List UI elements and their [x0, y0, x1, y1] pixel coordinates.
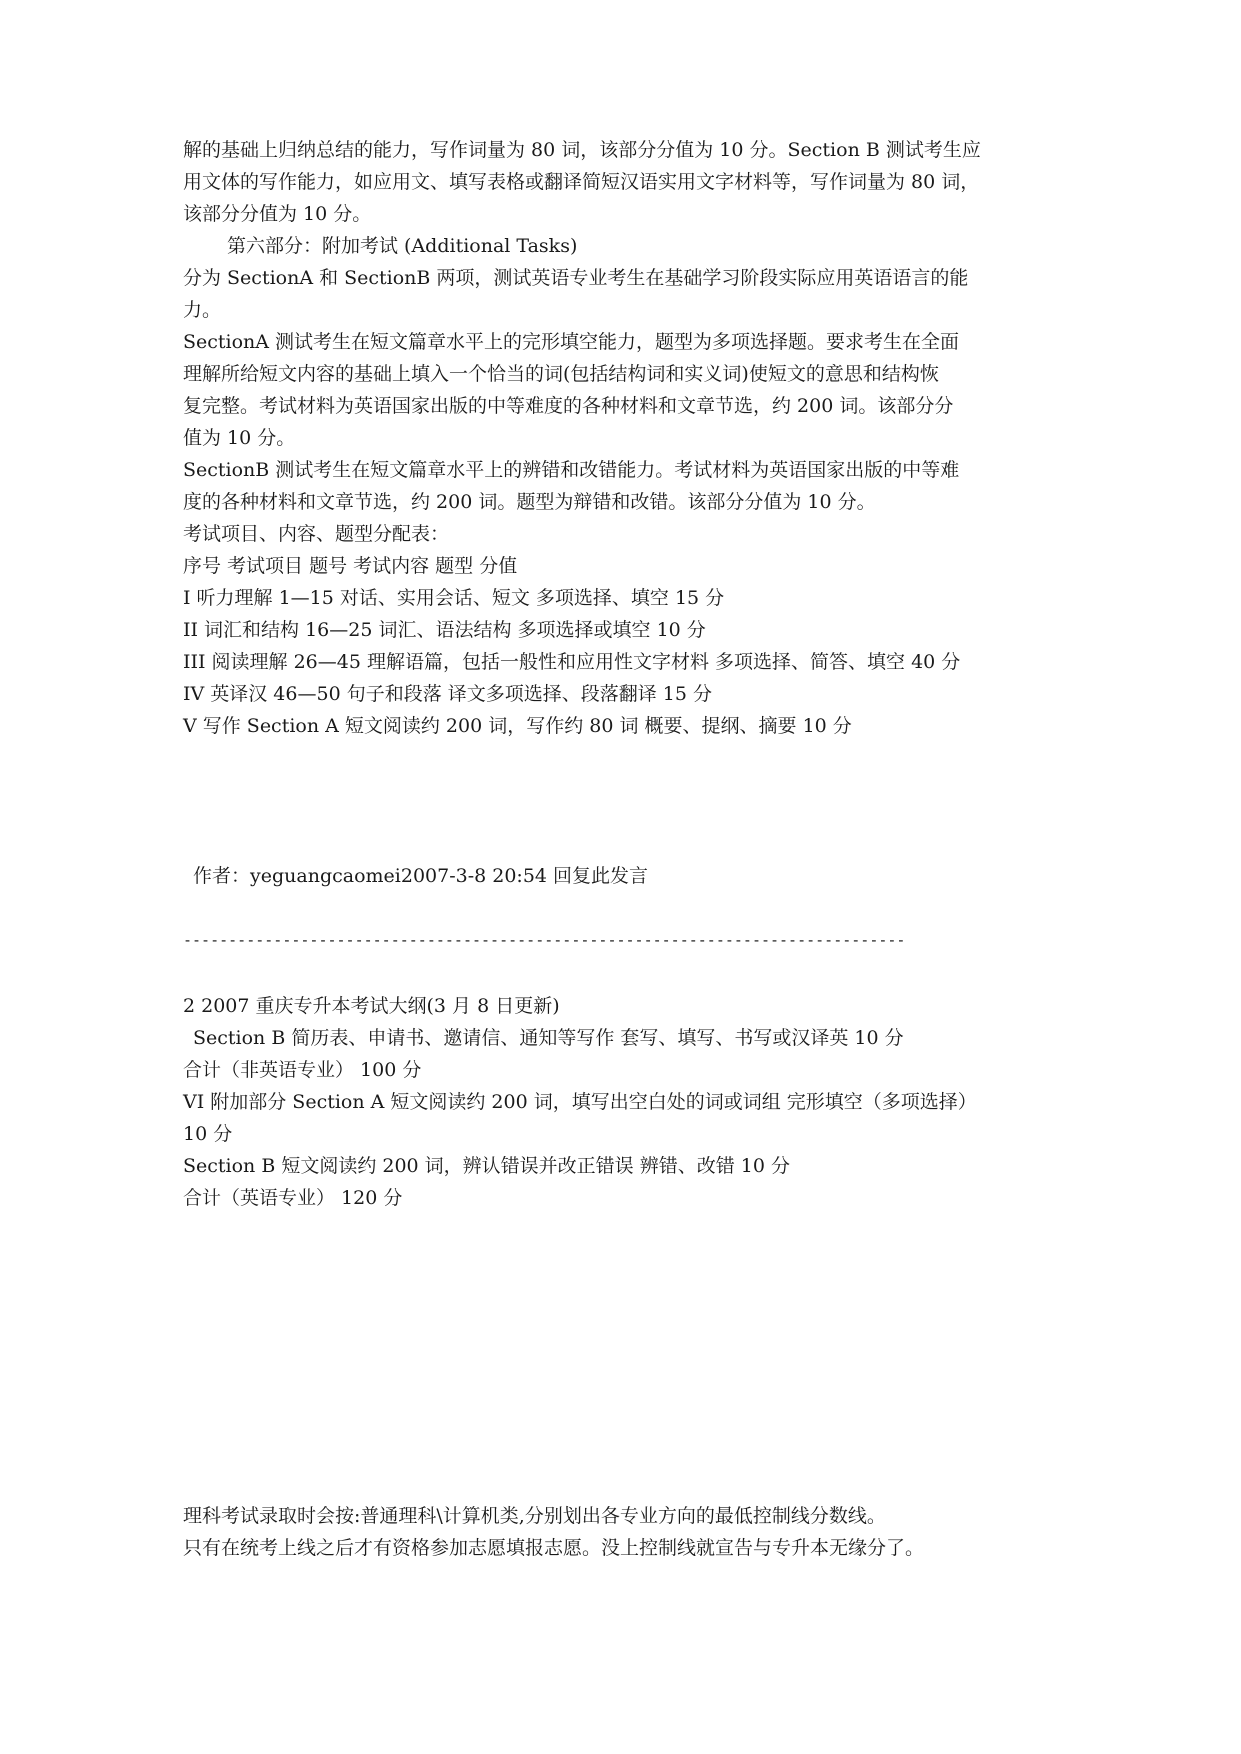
author-line: 作者：yeguangcaomei2007-3-8 20:54 回复此发言	[193, 865, 649, 887]
text-line: 只有在统考上线之后才有资格参加志愿填报志愿。没上控制线就宣告与专升本无缘分了。	[183, 1537, 925, 1559]
table-row: VI 附加部分 Section A 短文阅读约 200 词，填写出空白处的词或词组 完形填空（多项选择）	[183, 1091, 977, 1113]
text-line: 分为 SectionA 和 SectionB 两项，测试英语专业考生在基础学习阶段实际应用英语语言的能	[183, 267, 969, 289]
part-six-heading: 第六部分：附加考试 (Additional Tasks)	[227, 235, 578, 257]
text-line: SectionB 测试考生在短文篇章水平上的辨错和改错能力。考试材料为英语国家出版的中等难	[183, 459, 960, 481]
text-line: 力。	[183, 299, 222, 321]
table-row: 10 分	[183, 1123, 233, 1145]
table-caption: 考试项目、内容、题型分配表：	[183, 523, 450, 545]
admission-note-section	[183, 1500, 1083, 1564]
table-row: V 写作 Section A 短文阅读约 200 词，写作约 80 词 概要、提纲、摘要 10 分	[183, 715, 852, 737]
table-row: Section B 简历表、申请书、邀请信、通知等写作 套写、填写、书写或汉译英 10 分	[193, 1027, 904, 1049]
table-row: I 听力理解 1—15 对话、实用会话、短文 多项选择、填空 15 分	[183, 587, 725, 609]
text-line: 用文体的写作能力，如应用文、填写表格或翻译简短汉语实用文字材料等，写作词量为 80 词，	[183, 171, 980, 193]
exam-outline-continued-section	[183, 990, 1083, 1214]
table-header-row: 序号 考试项目 题号 考试内容 题型 分值	[183, 555, 518, 577]
dashed-divider: --------------------------------------------------------------------------------	[183, 931, 906, 949]
text-line: 理科考试录取时会按:普通理科\计算机类,分别划出各专业方向的最低控制线分数线。	[183, 1505, 886, 1527]
table-row: IV 英译汉 46—50 句子和段落 译文多项选择、段落翻译 15 分	[183, 683, 712, 705]
exam-outline-section	[183, 134, 1083, 742]
text-line: 解的基础上归纳总结的能力，写作词量为 80 词，该部分分值为 10 分。Section B 测试考生应	[183, 139, 981, 161]
text-line: 复完整。考试材料为英语国家出版的中等难度的各种材料和文章节选，约 200 词。该部分分	[183, 395, 954, 417]
text-line: 该部分分值为 10 分。	[183, 203, 372, 225]
text-line: 值为 10 分。	[183, 427, 296, 449]
table-row: III 阅读理解 26—45 理解语篇，包括一般性和应用性文字材料 多项选择、简答、填空 40 分	[183, 651, 961, 673]
text-line: SectionA 测试考生在短文篇章水平上的完形填空能力，题型为多项选择题。要求考生在全面	[183, 331, 960, 353]
table-row: 合计（非英语专业） 100 分	[183, 1059, 422, 1081]
table-row: 合计（英语专业） 120 分	[183, 1187, 403, 1209]
divider-block	[183, 930, 1083, 950]
table-row: II 词汇和结构 16—25 词汇、语法结构 多项选择或填空 10 分	[183, 619, 706, 641]
text-line: 理解所给短文内容的基础上填入一个恰当的词(包括结构词和实义词)使短文的意思和结构恢	[183, 363, 939, 385]
text-line: 度的各种材料和文章节选，约 200 词。题型为辩错和改错。该部分分值为 10 分。	[183, 491, 876, 513]
post-author-line-block	[183, 860, 1083, 892]
post-title: 2 2007 重庆专升本考试大纲(3 月 8 日更新)	[183, 995, 560, 1017]
table-row: Section B 短文阅读约 200 词，辨认错误并改正错误 辨错、改错 10 分	[183, 1155, 790, 1177]
